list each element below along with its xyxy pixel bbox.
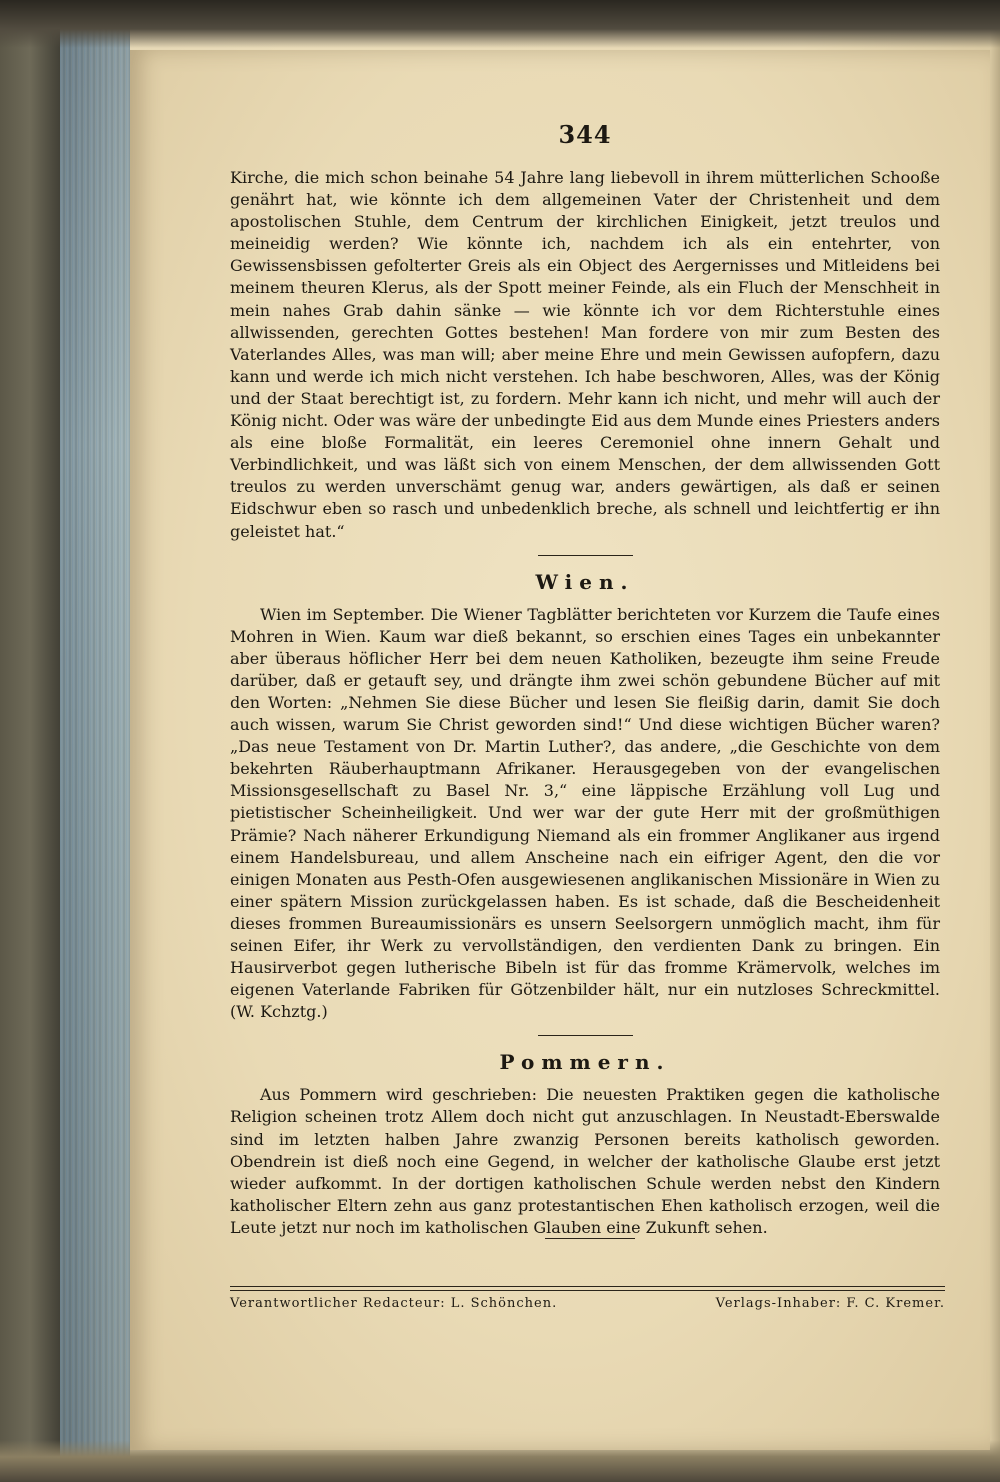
- footer-rule-thin: [230, 1290, 945, 1291]
- page-number: 344: [558, 120, 612, 149]
- section-heading-pommern: Pommern.: [499, 1050, 671, 1075]
- page-content: [230, 120, 940, 1239]
- section-divider: [538, 1035, 633, 1036]
- imprint-footer: [230, 1296, 945, 1311]
- article-continuation: Kirche, die mich schon beinahe 54 Jahre lang liebevoll in ihrem mütterlichen Schooße genährt hat, wie könnte ich dem allgemeinen Vater der Christenheit und dem apostolischen Stuhle, dem Centrum der kirchlichen Einigkeit, jetzt treulos und meineidig werden? Wie könnte ich, nachdem ich als ein entehrter, von Gewissensbissen gefolterter Greis als ein Object des Aergernisses und Mitleidens bei meinem theuren Klerus, als der Spott meiner Feinde, als ein Fluch der Menschheit in mein nahes Grab dahin sänke — wie könnte ich vor dem Richterstuhle eines allwissenden, gerechten Gottes bestehen! Man fordere von mir zum Besten des Vaterlandes Alles, was man will; aber meine Ehre und mein Gewissen aufopfern, dazu kann und werde ich mich nicht verstehen. Ich habe beschworen, Alles, was der König und der Staat berechtigt ist, zu fordern. Mehr kann ich nicht, und mehr will auch der König nicht. Oder was wäre der unbedingte Eid aus dem Munde eines Priesters anders als eine bloße Formalität, ein leeres Ceremoniel ohne innern Gehalt und Verbindlichkeit, und was läßt sich von einem Menschen, der dem allwissenden Gott treulos zu werden unverschämt genug war, anders gewärtigen, als daß er seinen Eidschwur eben so rasch und unbedenklich breche, als schnell und leichtfertig er ihn geleistet hat.“: [230, 168, 940, 541]
- closing-divider: [545, 1238, 635, 1239]
- article-pommern: Aus Pommern wird geschrieben: Die neuesten Praktiken gegen die katholische Religion scheinen trotz Allem doch nicht gut anzuschlagen. In Neustadt-Eberswalde sind im letzten halben Jahre zwanzig Personen bereits katholisch geworden. Obendrein ist dieß noch eine Gegend, in welcher der katholische Glaube erst jetzt wieder aufkommt. In der dortigen katholischen Schule werden nebst den Kindern katholischer Eltern zehn aus ganz protestantischen Ehen katholisch erzogen, weil die Leute jetzt nur noch im katholischen Glauben eine Zukunft sehen.: [230, 1085, 940, 1237]
- book-page: [130, 50, 990, 1450]
- footer-rule: [230, 1286, 945, 1287]
- top-shadow: [0, 0, 1000, 48]
- book-binding: [0, 0, 60, 1482]
- article-wien: Wien im September. Die Wiener Tagblätter berichteten vor Kurzem die Taufe eines Mohren in Wien. Kaum war dieß bekannt, so erschien eines Tages ein unbekannter aber überaus höflicher Herr bei dem neuen Katholiken, bezeugte ihm seine Freude darüber, daß er getauft sey, und drängte ihm zwei schön gebundene Bücher auf mit den Worten: „Nehmen Sie diese Bücher und lesen Sie fleißig darin, damit Sie doch auch wissen, warum Sie Christ geworden sind!“ Und diese wichtigen Bücher waren? „Das neue Testament von Dr. Martin Luther?, das andere, „die Geschichte von dem bekehrten Räuberhauptmann Afrikaner. Herausgegeben von der evangelischen Missionsgesellschaft zu Basel Nr. 3,“ eine läppische Erzählung voll Lug und pietistischer Scheinheiligkeit. Und wer war der gute Herr mit der großmüthigen Prämie? Nach näherer Erkundigung Niemand als ein frommer Anglikaner aus irgend einem Handelsbureau, und allem Anscheine nach ein eifriger Agent, den die vor einigen Monaten aus Pesth-Ofen ausgewiesenen anglikanischen Missionäre in Wien zu einer spätern Mission zurückgelassen haben. Es ist schade, daß die Bescheidenheit dieses frommen Bureaumissionärs es unsern Seelsorgern unmöglich macht, ihm für seinen Eifer, ihr Werk zu vervollständigen, den verdienten Dank zu bringen. Ein Hausirverbot gegen lutherische Bibeln ist für das fromme Krämervolk, welches im eigenen Vaterlande Fabriken für Götzenbilder hält, nur ein nutzloses Schreckmittel. (W. Kchztg.): [230, 604, 940, 1022]
- editor-credit: Verantwortlicher Redacteur: L. Schönchen.: [230, 1296, 558, 1311]
- publisher-credit: Verlags-Inhaber: F. C. Kremer.: [715, 1296, 945, 1311]
- section-heading-wien: Wien.: [535, 569, 635, 594]
- section-divider: [538, 555, 633, 556]
